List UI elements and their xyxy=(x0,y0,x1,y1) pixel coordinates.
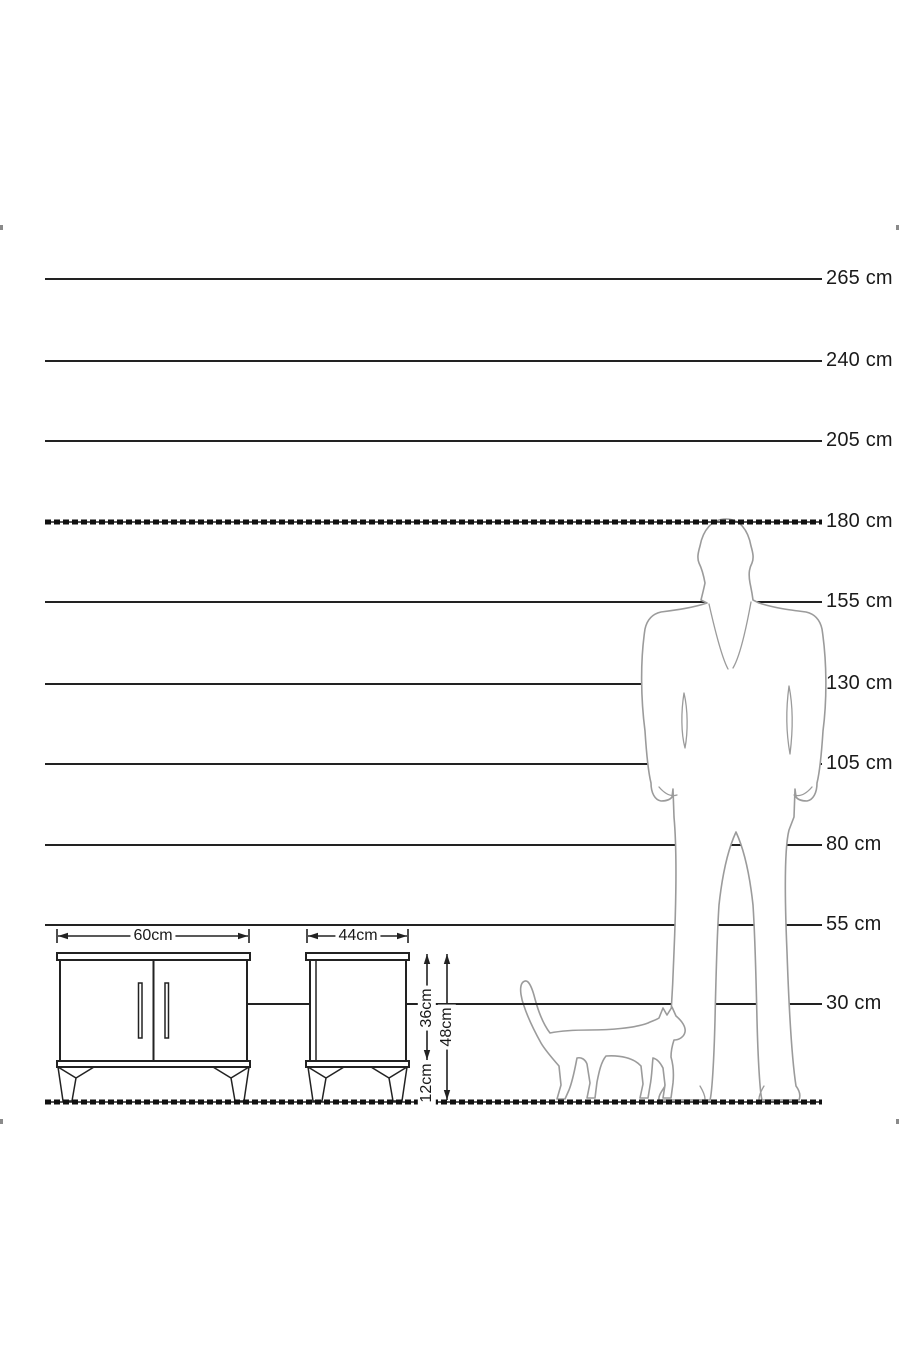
scale-label: 265 cm xyxy=(826,267,893,290)
dim-label-sideboard-width: 60cm xyxy=(130,927,175,945)
dim-label-leg-height: 12cm xyxy=(418,1060,436,1105)
dim-label-body-height: 36cm xyxy=(418,985,436,1030)
sideboard-leg xyxy=(213,1067,249,1101)
scale-label: 130 cm xyxy=(826,672,893,695)
cat-silhouette xyxy=(521,981,686,1099)
scale-label: 80 cm xyxy=(826,833,882,856)
scale-label: 205 cm xyxy=(826,429,893,452)
scale-label: 155 cm xyxy=(826,590,893,613)
scale-label: 240 cm xyxy=(826,349,893,372)
sideboard xyxy=(57,953,250,1101)
scale-label: 105 cm xyxy=(826,752,893,775)
scale-label: 180 cm xyxy=(826,510,893,533)
nightstand xyxy=(306,953,409,1101)
sideboard-leg xyxy=(58,1067,94,1101)
nightstand-leg xyxy=(308,1067,344,1101)
scale-label: 55 cm xyxy=(826,913,882,936)
dim-label-total-height: 48cm xyxy=(438,1004,456,1049)
nightstand-leg xyxy=(371,1067,407,1101)
scale-label: 30 cm xyxy=(826,992,882,1015)
dim-label-nightstand-width: 44cm xyxy=(335,927,380,945)
